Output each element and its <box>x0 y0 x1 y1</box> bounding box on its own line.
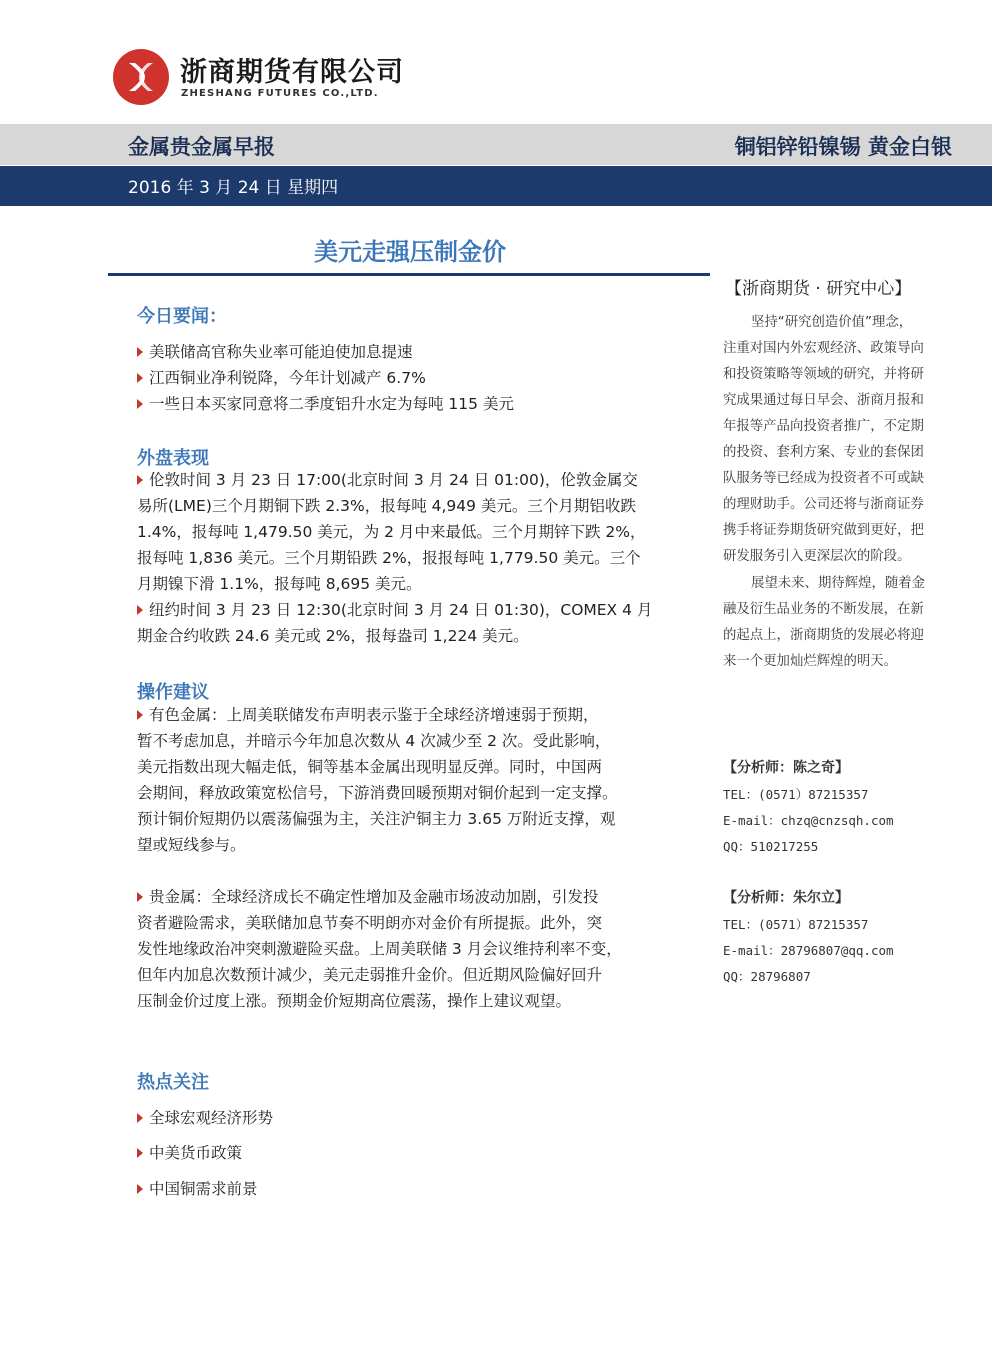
section-title-advice: 操作建议 <box>137 682 209 703</box>
market-paragraph-comex: 纽约时间 3 月 23 日 12:30(北京时间 3 月 24 日 01:30)，COMEX 4 月 期金合约收跌 24.6 美元或 2%，报每盎司 1,224 美元。 <box>137 601 653 645</box>
bullet-arrow-icon <box>137 347 143 357</box>
analyst-email[interactable]: E-mail：28796807@qq.com <box>723 943 894 958</box>
bullet-arrow-icon <box>137 399 143 409</box>
bullet-arrow-icon <box>137 710 143 720</box>
section-title-market: 外盘表现 <box>137 448 209 469</box>
research-center-header: 【浙商期货 · 研究中心】 <box>725 279 912 299</box>
headline-divider <box>108 273 710 276</box>
company-name-en: ZHESHANG FUTURES CO.,LTD. <box>181 88 379 99</box>
analyst-tel: TEL：(0571）87215357 <box>723 787 869 802</box>
analyst-title: 【分析师：朱尔立】 <box>723 890 849 906</box>
headline: 美元走强压制金价 <box>314 238 506 266</box>
research-center-outlook: 展望未来、期待辉煌，随着金 融及衍生品业务的不断发展，在新 的起点上，浙商期货的发展必将迎 来一个更加灿烂辉煌的明天。 <box>723 576 926 669</box>
section-title-hot: 热点关注 <box>137 1072 209 1093</box>
analyst-title: 【分析师：陈之奇】 <box>723 760 849 776</box>
company-logo-icon <box>112 48 170 106</box>
list-item: 美联储高官称失业率可能迫使加息提速 <box>137 340 413 362</box>
list-item: 一些日本买家同意将二季度铝升水定为每吨 115 美元 <box>137 392 514 414</box>
bullet-arrow-icon <box>137 1113 143 1123</box>
advice-paragraph-base-metals: 有色金属：上周美联储发布声明表示鉴于全球经济增速弱于预期， 暂不考虑加息，并暗示今年加息次数从 4 次减少至 2 次。受此影响， 美元指数出现大幅走低，铜等基本金属出现明显反弹。同时，中国两 会期间，释放政策宽松信号，下游消费回暖预期对铜价起到一定支撑。 预计铜价短期仍以震荡偏强为主，关注沪铜主力 3.65 万附近支撑，观 望或短线参与。 <box>137 706 618 854</box>
bullet-arrow-icon <box>137 1184 143 1194</box>
analyst-email[interactable]: E-mail：chzq@cnzsqh.com <box>723 813 894 828</box>
report-date: 2016 年 3 月 24 日 星期四 <box>128 178 339 198</box>
report-metals: 铜铝锌铅镍锡 黄金白银 <box>734 135 952 159</box>
report-name: 金属贵金属早报 <box>128 135 275 159</box>
list-item: 江西铜业净利锐降，今年计划减产 6.7% <box>137 366 426 388</box>
bullet-arrow-icon <box>137 892 143 902</box>
list-item: 全球宏观经济形势 <box>137 1106 273 1128</box>
section-title-news: 今日要闻： <box>137 306 227 327</box>
bullet-arrow-icon <box>137 475 143 485</box>
bullet-arrow-icon <box>137 1148 143 1158</box>
market-paragraph-lme: 伦敦时间 3 月 23 日 17:00(北京时间 3 月 24 日 01:00)，伦敦金属交 易所(LME)三个月期铜下跌 2.3%，报每吨 4,949 美元。三个月期铝收跌 1.4%，报每吨 1,479.50 美元，为 2 月中来最低。三个月期锌下跌 2%， 报每吨 1,836 美元。三个月期铅跌 2%，报报每吨 1,779.50 美元。三个 月期镍下滑 1.1%，报每吨 8,695 美元。 <box>137 471 646 593</box>
analyst-tel: TEL：(0571）87215357 <box>723 917 869 932</box>
company-name-cn: 浙商期货有限公司 <box>180 57 404 88</box>
analyst-qq: QQ：28796807 <box>723 969 811 984</box>
advice-paragraph-precious-metals: 贵金属：全球经济成长不确定性增加及金融市场波动加剧，引发投 资者避险需求，美联储加息节奏不明朗亦对金价有所提振。此外，突 发性地缘政治冲突刺激避险买盘。上周美联储 3 月会议维持利率不变， 但年内加息次数预计减少，美元走弱推升金价。但近期风险偏好回升 压制金价过度上涨。预期金价短期高位震荡，操作上建议观望。 <box>137 888 622 1010</box>
bullet-arrow-icon <box>137 605 143 615</box>
list-item: 中国铜需求前景 <box>137 1177 258 1199</box>
research-center-intro: 坚持“研究创造价值”理念， 注重对国内外宏观经济、政策导向 和投资策略等领域的研究，并将研 究成果通过每日早会、浙商月报和 年报等产品向投资者推广，不定期 的投资、套利方案、专业的套保团 队服务等已经成为投资者不可或缺 的理财助手。公司还将与浙商证券 携手将证券期货研究做到更好，把 研发服务引入更深层次的阶段。 <box>723 315 924 564</box>
analyst-qq: QQ：510217255 <box>723 839 819 854</box>
bullet-arrow-icon <box>137 373 143 383</box>
list-item: 中美货币政策 <box>137 1141 242 1163</box>
